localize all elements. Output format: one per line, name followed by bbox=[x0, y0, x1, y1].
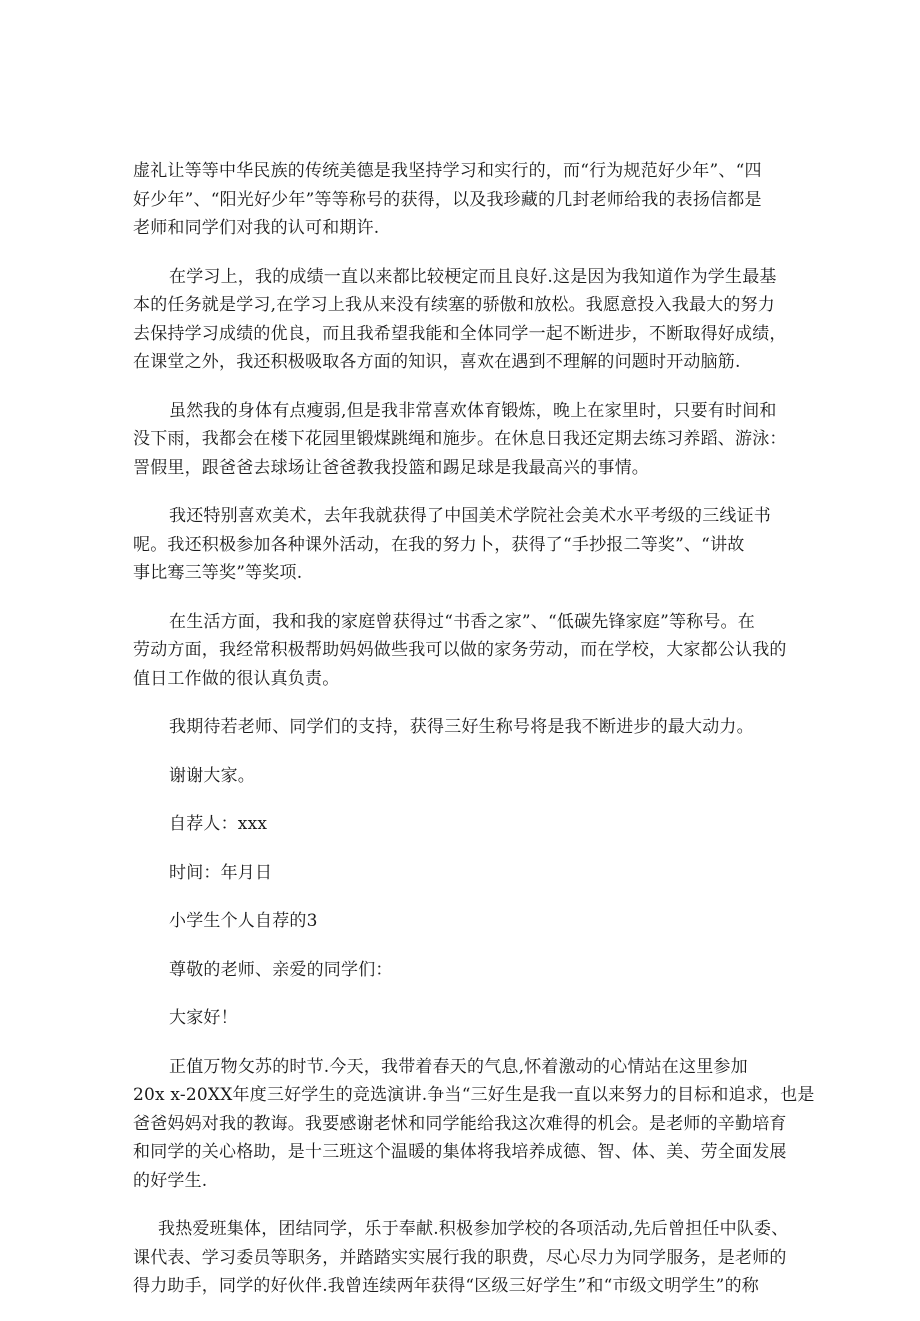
paragraph-salutation bbox=[133, 956, 793, 985]
text-line: 爸爸妈妈对我的教诲。我要感谢老怵和同学能给我这次难得的机会。是老师的辛勤培育 bbox=[133, 1113, 787, 1134]
paragraph-signer bbox=[133, 810, 793, 839]
paragraph-greeting bbox=[133, 1004, 793, 1033]
text-line: 好少年”、“阳光好少年”等等称号的获得，以及我珍藏的几封老师给我的表扬信都是 bbox=[133, 189, 762, 210]
text-line: 课代表、学习委员等职务，并踏踏实实展行我的职费，尽心尽力为同学服务，是老师的 bbox=[133, 1247, 787, 1268]
section-title bbox=[133, 907, 793, 936]
text-line: 在学习上，我的成绩一直以来都比较梗定而且良好.这是因为我知道作为学生最基 bbox=[169, 266, 777, 287]
text-line: 和同学的关心格助，是十三班这个温暖的集体将我培养成德、智、体、美、劳全面发展 bbox=[133, 1142, 787, 1162]
text-line: 时间：年月日 bbox=[169, 862, 273, 883]
text-line: 的好学生. bbox=[133, 1170, 208, 1191]
text-line: 詈假里，跟爸爸去球场让爸爸教我投篮和踢足球是我最高兴的事情。 bbox=[133, 457, 649, 478]
text-line: 正值万物攵苏的时节.今天，我带着春天的气息,怀着激动的心情站在这里参加 bbox=[169, 1056, 748, 1077]
text-line: 我还特别喜欢美术，去年我就获得了中国美术学院社会美术水平考级的三线证书 bbox=[169, 506, 771, 526]
paragraph-intro bbox=[133, 1053, 815, 1196]
text-line: 老师和同学们对我的认可和期许. bbox=[133, 218, 380, 238]
text-line: 劳动方面，我经常积极帮助妈妈做些我可以做的家务劳动，而在学校，大家都公认我的 bbox=[133, 640, 787, 660]
text-line: 谢谢大家。 bbox=[169, 765, 255, 786]
text-line: 我热爱班集体，团结同学，乐于奉献.积极参加学校的各项活动,先后曾担任中队委、 bbox=[158, 1219, 789, 1239]
text-line: 得力助手，同学的好伙伴.我曾连续两年获得“区级三好学生”和“市级文明学生”的称 bbox=[133, 1276, 759, 1296]
paragraph-study bbox=[133, 263, 793, 377]
text-line: 虚礼让等等中华民族的传统美德是我坚持学习和实行的，而“行为规范好少年”、“四 bbox=[133, 161, 762, 181]
text-line: 呢。我还积极参加各种课外活动，在我的努力卜，获得了“手抄报二等奖”、“讲故 bbox=[133, 534, 745, 555]
text-line: 本的任务就是学习,在学习上我从来没有续塞的骄傲和放松。我愿意投入我最大的努力 bbox=[133, 295, 776, 315]
text-line: 在生活方面，我和我的家庭曾获得过“书香之家”、“低碳先锋家庭”等称号。在 bbox=[169, 611, 755, 632]
text-line: 没下雨，我都会在楼下花园里锻煤跳绳和施步。在休息日我还定期去练习养蹈、游泳： bbox=[133, 429, 787, 449]
text-line: 在课堂之外，我还积极吸取各方面的知识，喜欢在遇到不理解的问题时开动脑筋. bbox=[133, 352, 741, 372]
text-line: 事比骞三等奖”等奖项. bbox=[133, 563, 303, 583]
text-line: 大家好！ bbox=[169, 1008, 238, 1028]
text-line: 去保持学习成绩的优良，而且我希望我能和全体同学一起不断进步，不断取得好成绩， bbox=[133, 323, 787, 344]
text-line: 小学生个人自荐的3 bbox=[169, 911, 318, 931]
text-line: 自荐人：xxx bbox=[169, 814, 268, 834]
paragraph-thanks bbox=[133, 762, 793, 791]
paragraph-honors bbox=[133, 157, 793, 243]
text-line: 尊敬的老师、亲爱的同学们： bbox=[169, 959, 393, 980]
paragraph-date bbox=[133, 859, 793, 888]
text-line: 虽然我的身体有点瘦弱,但是我非常喜欢体育锻炼，晚上在家里时，只要有时间和 bbox=[169, 400, 777, 421]
paragraph-art bbox=[133, 502, 793, 588]
document-page bbox=[133, 157, 815, 1321]
paragraph-collective bbox=[133, 1215, 793, 1301]
paragraph-life bbox=[133, 608, 793, 694]
paragraph-sports bbox=[133, 397, 793, 483]
text-line: 我期待若老师、同学们的支持，获得三好生称号将是我不断进步的最大动力。 bbox=[169, 717, 754, 737]
text-line: 20x x-20XX年度三好学生的竞选演讲.争当“三好生是我一直以来努力的目标和追求，也是 bbox=[133, 1085, 815, 1105]
paragraph-expectation bbox=[133, 713, 793, 742]
text-line: 值日工作做的很认真负责。 bbox=[133, 668, 340, 689]
